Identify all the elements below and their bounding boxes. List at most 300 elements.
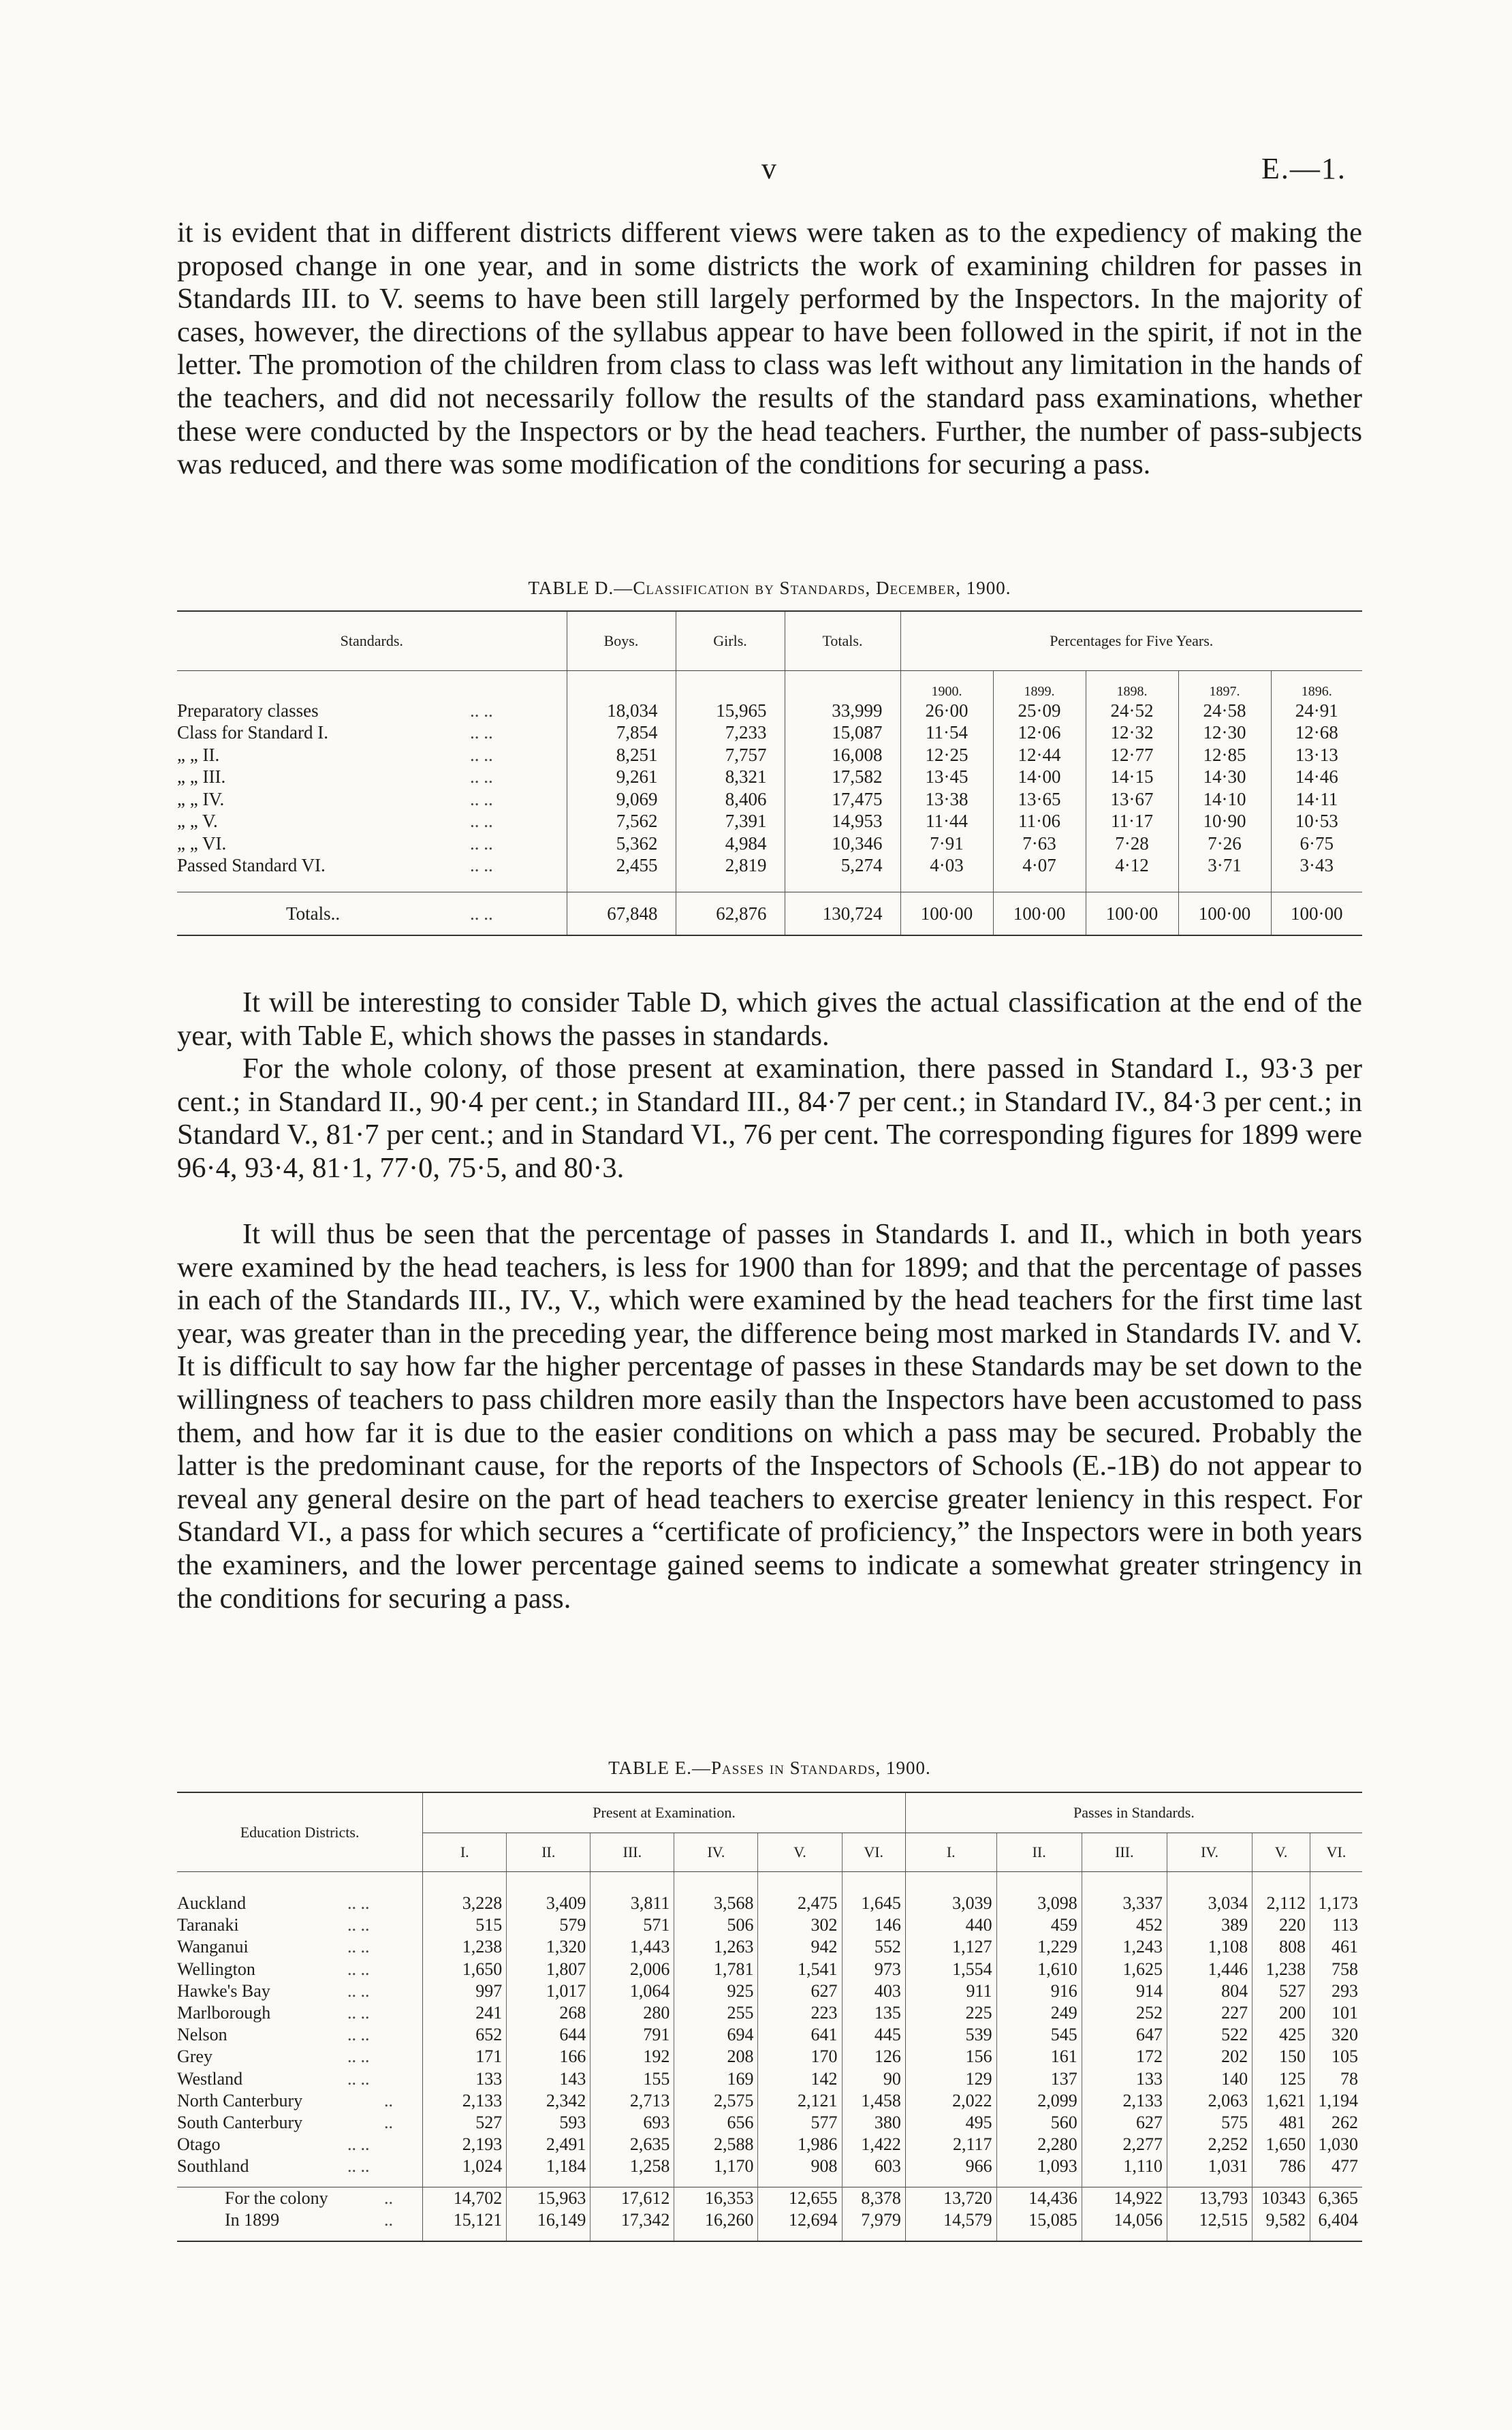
passes-value: 459	[996, 1914, 1082, 1936]
percentage-value: 24·58	[1178, 700, 1271, 722]
passes-value: 101	[1310, 2002, 1363, 2024]
percentage-value: 24·52	[1086, 700, 1178, 722]
passes-value: 293	[1310, 1980, 1363, 2002]
present-value: 1,017	[507, 1980, 590, 2002]
present-value: 2,575	[674, 2090, 758, 2112]
present-value: 1,443	[590, 1936, 674, 1958]
passes-standard-header: I.	[905, 1833, 996, 1872]
percentage-value: 25·09	[993, 700, 1086, 722]
leader-dots: ..	[384, 2090, 393, 2110]
present-value: 1,238	[423, 1936, 507, 1958]
passes-value: 6,365	[1310, 2187, 1363, 2210]
spacer-cell	[177, 2177, 423, 2187]
percentage-value: 14·00	[993, 766, 1086, 789]
passes-value: 14,056	[1082, 2209, 1167, 2231]
present-standard-header: V.	[758, 1833, 842, 1872]
present-value: 579	[507, 1914, 590, 1936]
present-value: 2,588	[674, 2134, 758, 2155]
spacer-cell	[1082, 2231, 1167, 2241]
boys-value: 2,455	[567, 855, 676, 877]
present-standard-header: IV.	[674, 1833, 758, 1872]
percentage-value: 7·91	[900, 832, 993, 855]
row-label-text: Class for Standard I.	[177, 722, 328, 743]
paragraph-1: it is evident that in different districts different views were taken as to the expediency of making the proposed change in one year, and in some districts the work of examining children for passes in Standards III. to V. seems to have been still largely performed by the Inspectors. In the majority of cases, however, the directions of the syllabus appear to have been followed in the spirit, if not in the letter. The promotion of the children from class to class was left without any limitation in the hands of the teachers, and did not necessarily follow the results of the standard pass examinations, whether these were conducted by the Inspectors or by the head teachers. Further, the number of pass-subjects was reduced, and there was some modification of the conditions for securing a pass.	[177, 217, 1362, 481]
present-value: 694	[674, 2024, 758, 2046]
spacer-cell	[1310, 2231, 1363, 2241]
present-value: 3,228	[423, 1892, 507, 1914]
present-value: 791	[590, 2024, 674, 2046]
district-label	[177, 2155, 423, 2177]
passes-value: 125	[1253, 2068, 1310, 2090]
year-label: 1896.	[1271, 671, 1362, 700]
table-e	[177, 1792, 1362, 2242]
spacer-cell	[1086, 877, 1178, 892]
present-value: 403	[842, 1980, 905, 2002]
passes-value: 1,127	[905, 1936, 996, 1958]
leader-dots: .. ..	[347, 1915, 370, 1935]
table-row	[177, 2024, 1362, 2046]
district-name: In 1899	[225, 2210, 280, 2230]
passes-value: 545	[996, 2024, 1082, 2046]
spacer-row	[177, 2177, 1362, 2187]
percentage-value: 4·03	[900, 855, 993, 877]
totals-value: 15,087	[785, 722, 900, 745]
percentage-value: 11·17	[1086, 811, 1178, 833]
present-value: 693	[590, 2112, 674, 2134]
percentage-value: 12·25	[900, 744, 993, 766]
page-number: v	[761, 152, 776, 185]
percentage-value: 11·54	[900, 722, 993, 745]
total-boys: 67,848	[567, 892, 676, 936]
present-value: 652	[423, 2024, 507, 2046]
passes-value: 140	[1167, 2068, 1252, 2090]
present-value: 16,260	[674, 2209, 758, 2231]
girls-value: 2,819	[676, 855, 785, 877]
spacer-cell	[785, 877, 900, 892]
passes-value: 527	[1253, 1980, 1310, 2002]
totals-row	[177, 2209, 1362, 2231]
present-value: 2,475	[758, 1892, 842, 1914]
present-value: 17,612	[590, 2187, 674, 2210]
passes-value: 425	[1253, 2024, 1310, 2046]
passes-value: 14,922	[1082, 2187, 1167, 2210]
leader-dots: .. ..	[470, 722, 493, 743]
present-value: 908	[758, 2155, 842, 2177]
present-value: 166	[507, 2046, 590, 2068]
passes-value: 647	[1082, 2024, 1167, 2046]
table-row	[177, 2134, 1362, 2155]
spacer-cell	[758, 2231, 842, 2241]
row-label	[177, 700, 567, 722]
passes-value: 1,243	[1082, 1936, 1167, 1958]
present-value: 16,149	[507, 2209, 590, 2231]
percentage-value: 3·71	[1178, 855, 1271, 877]
passes-value: 495	[905, 2112, 996, 2134]
spacer-cell	[900, 877, 993, 892]
passes-value: 786	[1253, 2155, 1310, 2177]
passes-value: 758	[1310, 1959, 1363, 1980]
present-value: 16,353	[674, 2187, 758, 2210]
passes-value: 2,112	[1253, 1892, 1310, 1914]
present-value: 1,184	[507, 2155, 590, 2177]
totals-row	[177, 2187, 1362, 2210]
present-value: 603	[842, 2155, 905, 2177]
boys-value: 8,251	[567, 744, 676, 766]
table-row	[177, 722, 1362, 745]
header-boys: Boys.	[567, 611, 676, 671]
passes-value: 78	[1310, 2068, 1363, 2090]
table-row	[177, 788, 1362, 811]
spacer-row	[177, 2231, 1362, 2241]
district-name: North Canterbury	[177, 2090, 303, 2110]
passes-value: 161	[996, 2046, 1082, 2068]
spacer-cell	[905, 1872, 996, 1893]
percentage-value: 6·75	[1271, 832, 1362, 855]
spacer-cell	[993, 877, 1086, 892]
present-value: 171	[423, 2046, 507, 2068]
spacer-cell	[996, 2231, 1082, 2241]
passes-standard-header: IV.	[1167, 1833, 1252, 1872]
passes-value: 2,063	[1167, 2090, 1252, 2112]
leader-dots: .. ..	[347, 1937, 370, 1957]
passes-value: 2,133	[1082, 2090, 1167, 2112]
row-label	[177, 744, 567, 766]
district-name: For the colony	[225, 2188, 328, 2209]
leader-dots: ..	[384, 2112, 393, 2132]
spacer-cell	[1082, 1872, 1167, 1893]
present-value: 997	[423, 1980, 507, 2002]
district-label	[177, 1914, 423, 1936]
spacer-cell	[842, 2231, 905, 2241]
present-value: 7,979	[842, 2209, 905, 2231]
percentage-value: 12·30	[1178, 722, 1271, 745]
paragraph-4: It will thus be seen that the percentage of passes in Standards I. and II., which in both years were examined by the head teachers, is less for 1900 than for 1899; and that the percentage of passes in each of the Standards III., IV., V., which were examined by the head teachers for the first time last year, was greater than in the preceding year, the difference being most marked in Standards IV. and V. It is difficult to say how far the higher percentage of passes in these Standards may be set down to the willingness of teachers to pass children more easily than the Inspectors have been accustomed to pass them, and how far it is due to the easier conditions on which a pass may be secured. Probably the latter is the predominant cause, for the reports of the Inspectors of Schools (E.-1B) do not appear to reveal any general desire on the part of head teachers to exercise greater leniency in this respect. For Standard VI., a pass for which secures a “certificate of proficiency,” the Inspectors were in both years the examiners, and the lower percentage gained seems to indicate a somewhat greater stringency in the conditions for securing a pass.	[177, 1218, 1362, 1615]
spacer-cell	[842, 1872, 905, 1893]
table-d	[177, 610, 1362, 936]
present-value: 1,781	[674, 1959, 758, 1980]
row-label	[177, 811, 567, 833]
row-label-text: „ „ VI.	[177, 832, 227, 854]
present-value: 644	[507, 2024, 590, 2046]
passes-value: 461	[1310, 1936, 1363, 1958]
spacer-cell	[842, 2177, 905, 2187]
percentage-value: 11·06	[993, 811, 1086, 833]
table-d-body	[177, 671, 1362, 936]
present-value: 656	[674, 2112, 758, 2134]
district-label	[177, 2002, 423, 2024]
district-name: Southland	[177, 2156, 249, 2177]
passes-value: 2,277	[1082, 2134, 1167, 2155]
spacer-cell	[423, 1872, 507, 1893]
spacer-cell	[1310, 1872, 1363, 1893]
passes-value: 911	[905, 1980, 996, 2002]
passes-value: 249	[996, 2002, 1082, 2024]
present-value: 593	[507, 2112, 590, 2134]
leader-dots: .. ..	[347, 2134, 370, 2155]
leader-dots: .. ..	[347, 2068, 370, 2089]
passes-value: 477	[1310, 2155, 1363, 2177]
district-label	[177, 2209, 423, 2231]
passes-value: 3,337	[1082, 1892, 1167, 1914]
present-value: 2,121	[758, 2090, 842, 2112]
year-label: 1898.	[1086, 671, 1178, 700]
passes-value: 14,579	[905, 2209, 996, 2231]
row-label-text: „ „ II.	[177, 744, 220, 765]
percentage-value: 13·65	[993, 788, 1086, 811]
passes-value: 389	[1167, 1914, 1252, 1936]
passes-value: 9,582	[1253, 2209, 1310, 2231]
boys-value: 9,261	[567, 766, 676, 789]
spacer-cell	[674, 1872, 758, 1893]
district-name: Wellington	[177, 1959, 255, 1979]
table-row	[177, 1959, 1362, 1980]
passes-value: 129	[905, 2068, 996, 2090]
district-name: Westland	[177, 2068, 243, 2089]
present-value: 2,006	[590, 1959, 674, 1980]
percentage-value: 14·11	[1271, 788, 1362, 811]
percentage-value: 12·68	[1271, 722, 1362, 745]
percentage-value: 14·30	[1178, 766, 1271, 789]
table-e-caption: TABLE E.—Passes in Standards, 1900.	[608, 1758, 931, 1778]
total-percentage: 100·00	[1178, 892, 1271, 936]
present-value: 942	[758, 1936, 842, 1958]
passes-value: 137	[996, 2068, 1082, 2090]
total-percentage: 100·00	[993, 892, 1086, 936]
passes-value: 522	[1167, 2024, 1252, 2046]
leader-dots: .. ..	[470, 700, 493, 721]
spacer-cell	[590, 2231, 674, 2241]
table-row	[177, 2068, 1362, 2090]
present-value: 515	[423, 1914, 507, 1936]
spacer-cell	[1271, 877, 1362, 892]
spacer-cell	[567, 877, 676, 892]
years-spacer	[177, 671, 567, 700]
passes-value: 808	[1253, 1936, 1310, 1958]
spacer-cell	[1167, 2231, 1252, 2241]
present-value: 1,170	[674, 2155, 758, 2177]
passes-value: 15,085	[996, 2209, 1082, 2231]
present-value: 380	[842, 2112, 905, 2134]
present-value: 143	[507, 2068, 590, 2090]
passes-value: 3,098	[996, 1892, 1082, 1914]
leader-dots: ..	[384, 2188, 393, 2209]
total-percentage: 100·00	[900, 892, 993, 936]
table-row	[177, 2002, 1362, 2024]
passes-value: 914	[1082, 1980, 1167, 2002]
table-row	[177, 1914, 1362, 1936]
spacer-cell	[674, 2177, 758, 2187]
spacer-cell	[423, 2231, 507, 2241]
years-spacer	[567, 671, 676, 700]
paragraph-3: For the whole colony, of those present at examination, there passed in Standard I., 93·3 per cent.; in Standard II., 90·4 per cent.; in Standard III., 84·7 per cent.; in Standard IV., 84·3 per cent.; in Standard V., 81·7 per cent.; and in Standard VI., 76 per cent. The corresponding figures for 1899 were 96·4, 93·4, 81·1, 77·0, 75·5, and 80·3.	[177, 1053, 1362, 1184]
leader-dots: .. ..	[347, 2025, 370, 2045]
row-label	[177, 722, 567, 745]
spacer-cell	[507, 2177, 590, 2187]
spacer-cell	[996, 2177, 1082, 2187]
table-d-caption: TABLE D.—Classification by Standards, December, 1900.	[528, 578, 1011, 598]
district-label	[177, 2090, 423, 2112]
passes-value: 2,117	[905, 2134, 996, 2155]
leader-dots: .. ..	[470, 855, 493, 876]
passes-value: 3,034	[1167, 1892, 1252, 1914]
percentage-value: 24·91	[1271, 700, 1362, 722]
spacer-cell	[1167, 1872, 1252, 1893]
row-label	[177, 855, 567, 877]
leader-dots: .. ..	[347, 1893, 370, 1914]
present-value: 1,422	[842, 2134, 905, 2155]
present-value: 1,645	[842, 1892, 905, 1914]
passes-value: 1,625	[1082, 1959, 1167, 1980]
present-standard-header: VI.	[842, 1833, 905, 1872]
district-label	[177, 2046, 423, 2068]
totals-value: 17,475	[785, 788, 900, 811]
leader-dots: .. ..	[470, 744, 493, 765]
present-value: 3,811	[590, 1892, 674, 1914]
passes-value: 14,436	[996, 2187, 1082, 2210]
passes-value: 452	[1082, 1914, 1167, 1936]
passes-value: 1,554	[905, 1959, 996, 1980]
percentage-value: 11·44	[900, 811, 993, 833]
percentage-value: 10·90	[1178, 811, 1271, 833]
percentage-value: 13·45	[900, 766, 993, 789]
passes-value: 2,099	[996, 2090, 1082, 2112]
year-label: 1899.	[993, 671, 1086, 700]
leader-dots: .. ..	[470, 832, 493, 854]
passes-value: 481	[1253, 2112, 1310, 2134]
present-value: 1,458	[842, 2090, 905, 2112]
passes-value: 1,229	[996, 1936, 1082, 1958]
district-name: Marlborough	[177, 2003, 271, 2023]
present-value: 223	[758, 2002, 842, 2024]
present-value: 1,986	[758, 2134, 842, 2155]
present-standard-header: II.	[507, 1833, 590, 1872]
percentage-value: 14·46	[1271, 766, 1362, 789]
present-value: 1,541	[758, 1959, 842, 1980]
table-row	[177, 1936, 1362, 1958]
spacer-cell	[1167, 2177, 1252, 2187]
row-label-text: Preparatory classes	[177, 700, 319, 721]
percentage-value: 12·85	[1178, 744, 1271, 766]
row-label	[177, 788, 567, 811]
district-label	[177, 1980, 423, 2002]
row-label-text: „ „ III.	[177, 766, 226, 788]
district-label	[177, 1892, 423, 1914]
present-value: 12,694	[758, 2209, 842, 2231]
percentage-value: 10·53	[1271, 811, 1362, 833]
header-girls: Girls.	[676, 611, 785, 671]
totals-value: 14,953	[785, 811, 900, 833]
spacer-cell	[1253, 1872, 1310, 1893]
header-percentages: Percentages for Five Years.	[900, 611, 1362, 671]
years-row	[177, 671, 1362, 700]
table-row	[177, 2112, 1362, 2134]
present-value: 2,635	[590, 2134, 674, 2155]
present-value: 170	[758, 2046, 842, 2068]
present-value: 169	[674, 2068, 758, 2090]
passes-value: 225	[905, 2002, 996, 2024]
table-row	[177, 811, 1362, 833]
spacer-row	[177, 877, 1362, 892]
row-label-text: Passed Standard VI.	[177, 855, 326, 876]
spacer-cell	[1253, 2231, 1310, 2241]
percentage-value: 12·44	[993, 744, 1086, 766]
table-row	[177, 2155, 1362, 2177]
present-value: 527	[423, 2112, 507, 2134]
document-reference: E.—1.	[1261, 152, 1346, 185]
percentage-value: 14·15	[1086, 766, 1178, 789]
percentage-value: 12·77	[1086, 744, 1178, 766]
percentage-value: 7·26	[1178, 832, 1271, 855]
passes-value: 13,793	[1167, 2187, 1252, 2210]
boys-value: 18,034	[567, 700, 676, 722]
present-value: 2,133	[423, 2090, 507, 2112]
spacer-cell	[177, 877, 567, 892]
passes-standard-header: II.	[996, 1833, 1082, 1872]
totals-value: 33,999	[785, 700, 900, 722]
percentage-value: 26·00	[900, 700, 993, 722]
passes-value: 2,252	[1167, 2134, 1252, 2155]
passes-value: 966	[905, 2155, 996, 2177]
present-value: 552	[842, 1936, 905, 1958]
spacer-cell	[177, 1872, 423, 1893]
passes-value: 2,280	[996, 2134, 1082, 2155]
spacer-cell	[905, 2231, 996, 2241]
passes-value: 150	[1253, 2046, 1310, 2068]
row-label-text: „ „ IV.	[177, 788, 225, 809]
district-name: Auckland	[177, 1893, 247, 1914]
district-name: Nelson	[177, 2025, 227, 2045]
present-value: 208	[674, 2046, 758, 2068]
year-label: 1900.	[900, 671, 993, 700]
paragraph-2: It will be interesting to consider Table D, which gives the actual classification at the end of the year, with Table E, which shows the passes in standards.	[177, 986, 1362, 1052]
present-standard-header: I.	[423, 1833, 507, 1872]
passes-value: 575	[1167, 2112, 1252, 2134]
boys-value: 5,362	[567, 832, 676, 855]
leader-dots: .. ..	[347, 1980, 370, 2001]
passes-value: 804	[1167, 1980, 1252, 2002]
girls-value: 15,965	[676, 700, 785, 722]
spacer-cell	[507, 2231, 590, 2241]
passes-value: 2,022	[905, 2090, 996, 2112]
spacer-cell	[996, 1872, 1082, 1893]
spacer-cell	[1082, 2177, 1167, 2187]
district-label	[177, 1936, 423, 1958]
total-percentage: 100·00	[1271, 892, 1362, 936]
percentage-value: 14·10	[1178, 788, 1271, 811]
present-value: 146	[842, 1914, 905, 1936]
leader-dots: .. ..	[347, 2003, 370, 2023]
total-girls: 62,876	[676, 892, 785, 936]
row-label	[177, 766, 567, 789]
table-row	[177, 744, 1362, 766]
present-value: 577	[758, 2112, 842, 2134]
spacer-cell	[590, 2177, 674, 2187]
present-value: 2,491	[507, 2134, 590, 2155]
district-label	[177, 2024, 423, 2046]
table-row	[177, 855, 1362, 877]
girls-value: 7,757	[676, 744, 785, 766]
present-value: 1,258	[590, 2155, 674, 2177]
spacer-cell	[758, 2177, 842, 2187]
years-spacer	[785, 671, 900, 700]
passes-value: 12,515	[1167, 2209, 1252, 2231]
running-head	[0, 151, 1512, 192]
leader-dots: .. ..	[347, 2046, 370, 2067]
present-value: 3,568	[674, 1892, 758, 1914]
table-row	[177, 832, 1362, 855]
district-label	[177, 1959, 423, 1980]
passes-value: 227	[1167, 2002, 1252, 2024]
